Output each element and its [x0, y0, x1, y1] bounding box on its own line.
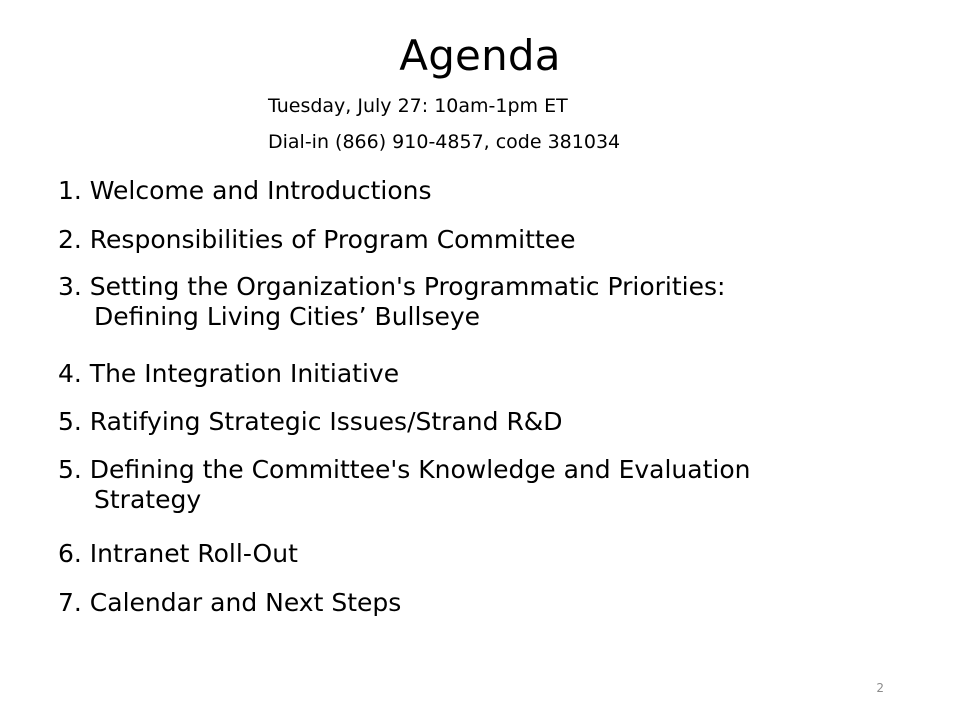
agenda-item-text: 3. Setting the Organization's Programmatic Priorities:	[58, 272, 726, 301]
agenda-item-2	[58, 225, 918, 255]
agenda-item-text: 2. Responsibilities of Program Committee	[58, 225, 576, 254]
agenda-item-8	[58, 588, 918, 618]
agenda-item-5	[58, 407, 918, 437]
agenda-item-text: 5. Ratifying Strategic Issues/Strand R&D	[58, 407, 563, 436]
agenda-item-text: 5. Defining the Committee's Knowledge and Evaluation	[58, 455, 751, 484]
agenda-item-7	[58, 539, 918, 569]
agenda-item-6	[58, 455, 918, 515]
agenda-item-continuation: Strategy	[94, 485, 202, 514]
agenda-item-text: 1. Welcome and Introductions	[58, 176, 432, 205]
agenda-item-text: 4. The Integration Initiative	[58, 359, 400, 388]
page-number: 2	[876, 681, 884, 695]
agenda-item-text: 7. Calendar and Next Steps	[58, 588, 402, 617]
meeting-time: Tuesday, July 27: 10am-1pm ET	[268, 95, 568, 117]
slide-title: Agenda	[399, 31, 561, 80]
agenda-item-text: 6. Intranet Roll-Out	[58, 539, 298, 568]
dial-in-info: Dial-in (866) 910-4857, code 381034	[268, 131, 621, 153]
agenda-item-4	[58, 359, 918, 389]
agenda-item-1	[58, 176, 918, 206]
agenda-item-3	[58, 272, 918, 332]
agenda-item-continuation: Defining Living Cities’ Bullseye	[94, 302, 481, 331]
